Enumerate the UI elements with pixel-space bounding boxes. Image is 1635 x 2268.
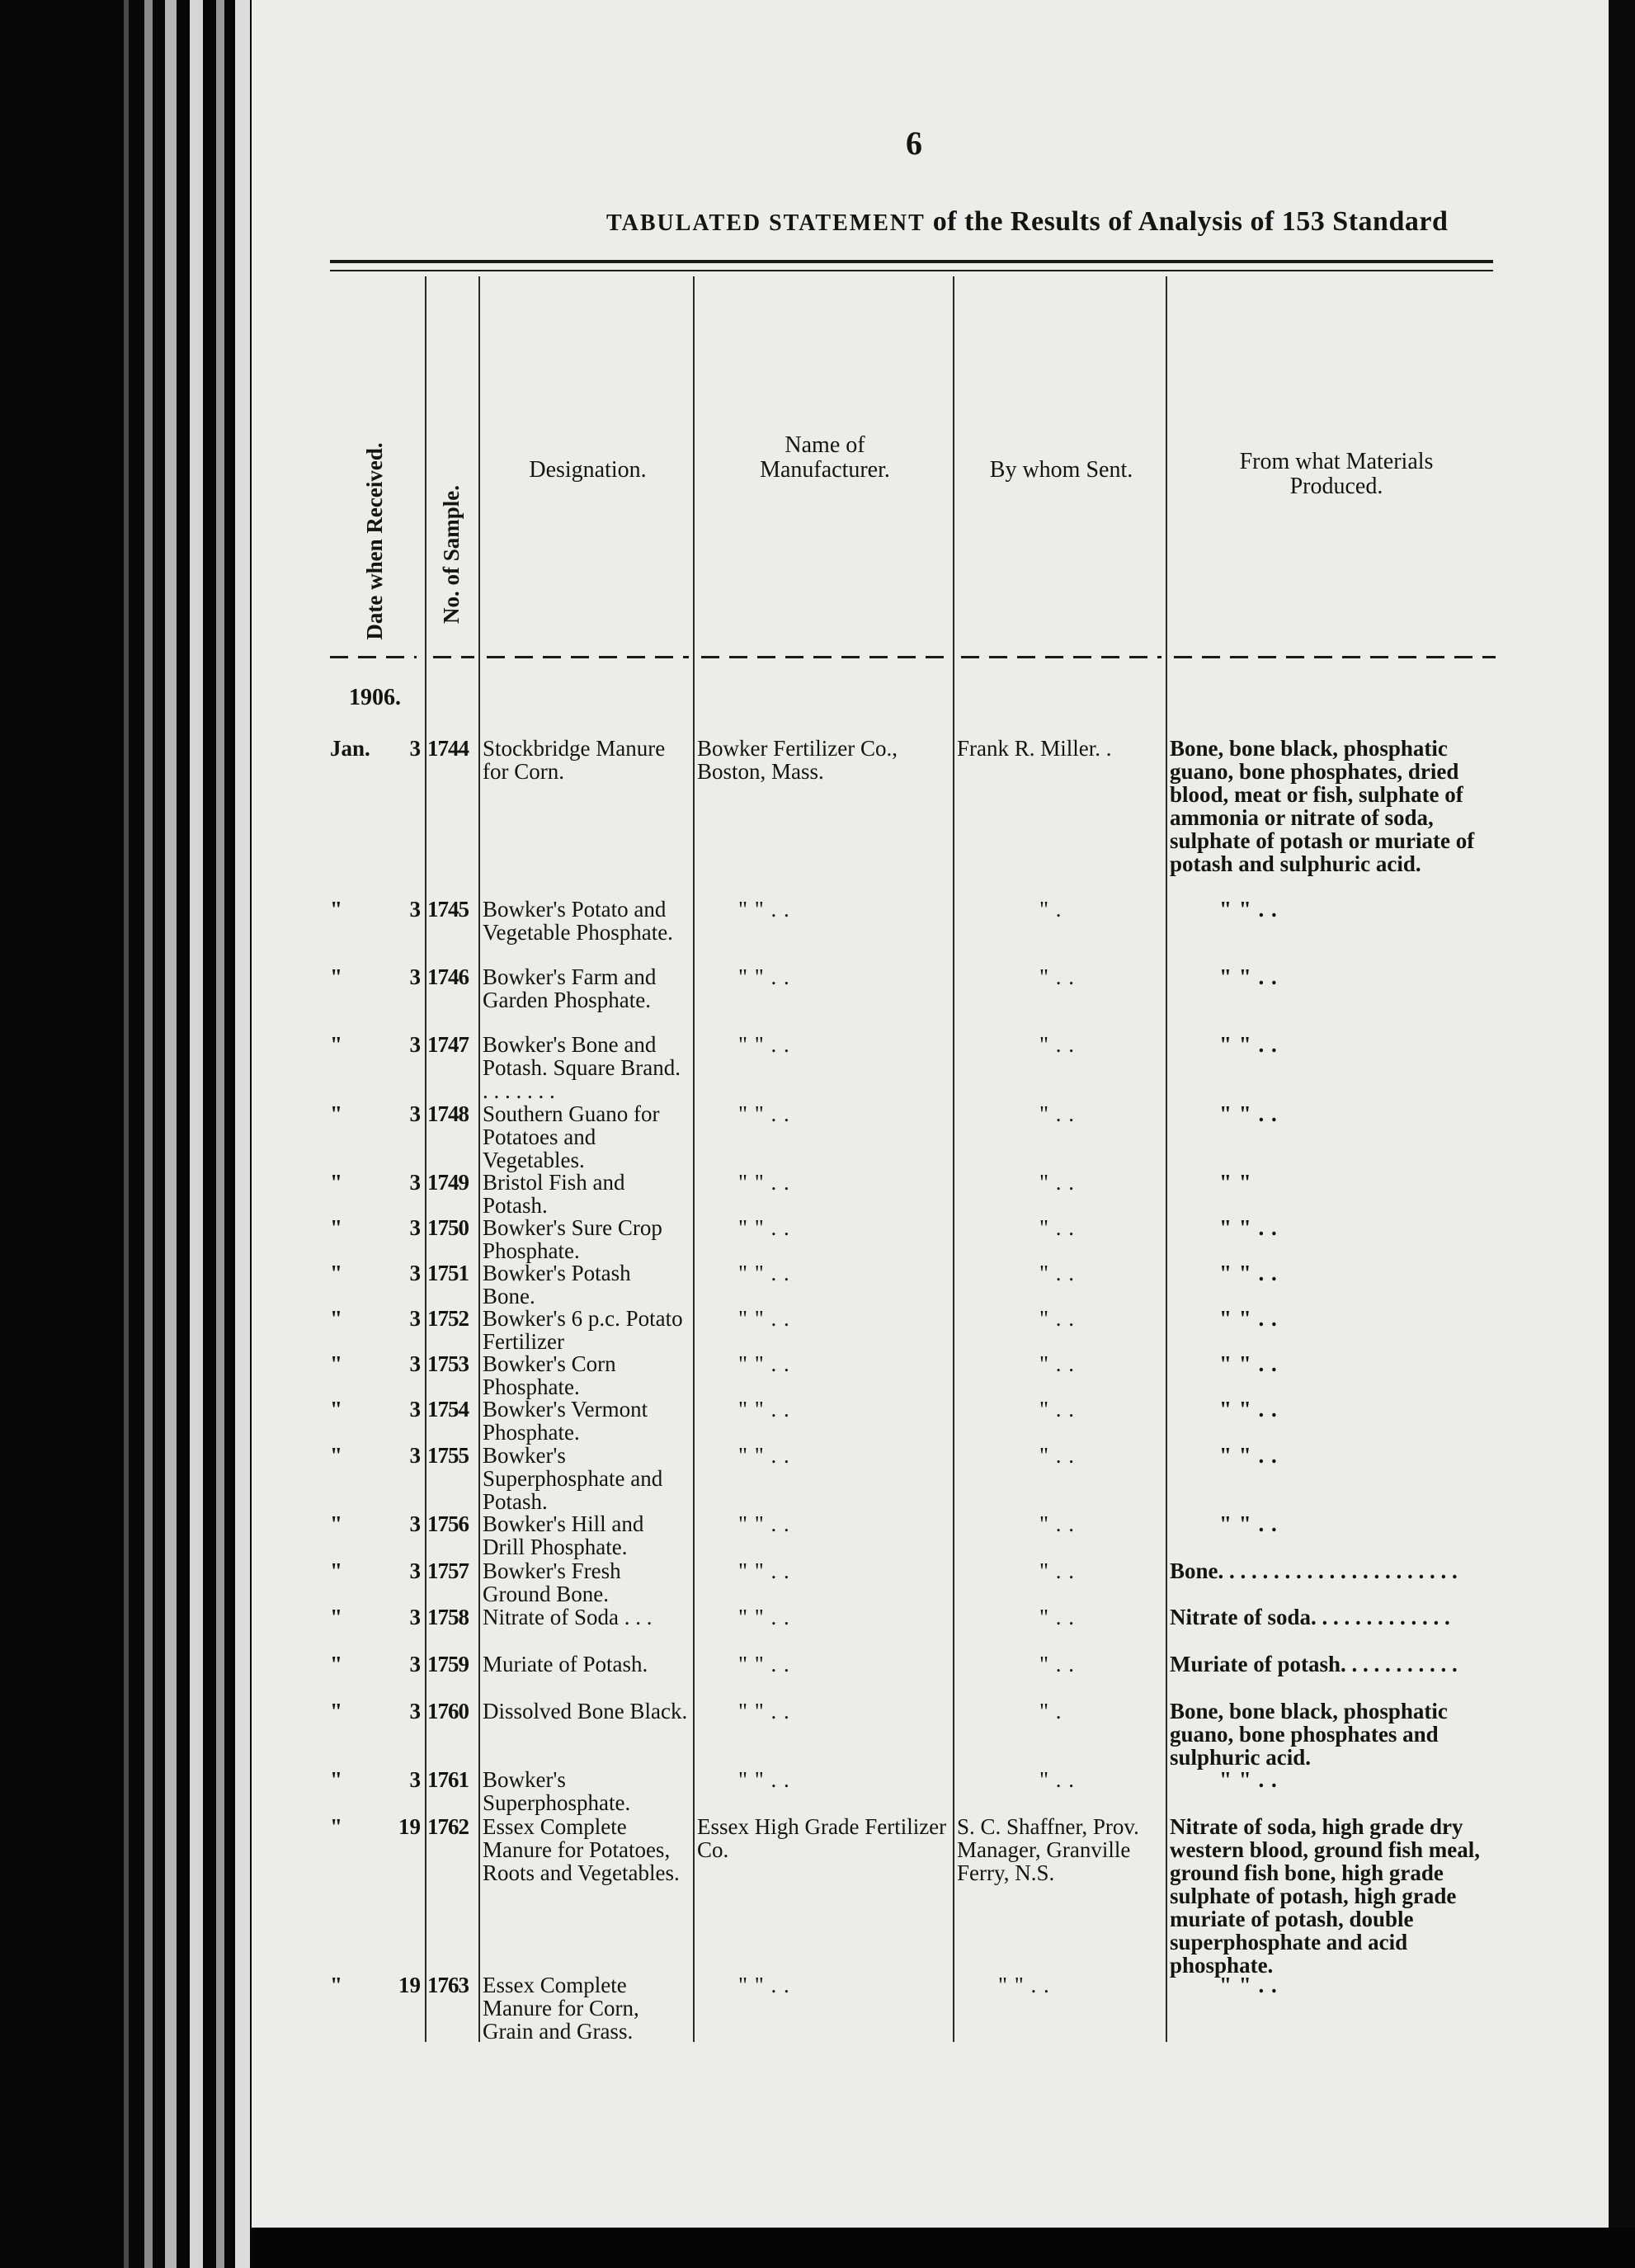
- cell-manufacturer: " " . .: [738, 1032, 790, 1057]
- top-rule: [330, 260, 1493, 263]
- cell-day: 3: [409, 897, 421, 922]
- cell-sent-by: " . .: [1039, 1032, 1076, 1057]
- cell-materials: " " . .: [1219, 964, 1278, 989]
- cell-designation: Nitrate of Soda . . .: [483, 1605, 653, 1629]
- cell-day: 3: [409, 1351, 421, 1376]
- cell-sent-by: " . .: [1039, 1443, 1076, 1468]
- cell-day: 3: [409, 1170, 421, 1195]
- cell-manufacturer: " " . .: [738, 897, 790, 922]
- cell-sample-no: 1753: [427, 1351, 469, 1376]
- cell-designation: Bristol Fish and Potash.: [483, 1170, 625, 1218]
- cell-manufacturer: " " . .: [738, 1652, 790, 1676]
- cell-sample-no: 1760: [427, 1699, 469, 1723]
- cell-manufacturer: " " . .: [738, 1306, 790, 1331]
- header-sample-no: No. of Sample.: [439, 485, 464, 624]
- cell-month: ": [330, 1261, 342, 1285]
- cell-month: ": [330, 1652, 342, 1676]
- cell-sample-no: 1745: [427, 897, 469, 922]
- cell-materials: " " . .: [1219, 1215, 1278, 1240]
- cell-designation: Essex Complete Manure for Potatoes, Roots and Vegetables.: [483, 1814, 680, 1885]
- cell-materials: " " . .: [1219, 1397, 1278, 1422]
- cell-sent-by: " . .: [1039, 1215, 1076, 1240]
- cell-sent-by: " " . .: [998, 1973, 1050, 1997]
- cell-materials: Bone. . . . . . . . . . . . . . . . . . . . . .: [1170, 1558, 1458, 1583]
- cell-sent-by: " . .: [1039, 1605, 1076, 1629]
- cell-sent-by: " .: [1039, 1699, 1063, 1723]
- cell-designation: Bowker's Hill and Drill Phosphate.: [483, 1511, 644, 1559]
- cell-sent-by: " .: [1039, 897, 1063, 922]
- cell-sample-no: 1761: [427, 1767, 469, 1792]
- cell-month: ": [330, 1443, 342, 1468]
- cell-manufacturer: " " . .: [738, 1767, 790, 1792]
- cell-month: ": [330, 1170, 342, 1195]
- cell-manufacturer: " " . .: [738, 1261, 790, 1285]
- cell-manufacturer: Essex High Grade Fertilizer Co.: [697, 1814, 947, 1862]
- page-edge: [1609, 0, 1635, 2228]
- cell-manufacturer: " " . .: [738, 964, 790, 989]
- cell-designation: Bowker's Corn Phosphate.: [483, 1351, 616, 1399]
- cell-sample-no: 1754: [427, 1397, 469, 1422]
- cell-sent-by: " . .: [1039, 1558, 1076, 1583]
- cell-manufacturer: " " . .: [738, 1101, 790, 1126]
- cell-sample-no: 1750: [427, 1215, 469, 1240]
- cell-manufacturer: " " . .: [738, 1397, 790, 1422]
- cell-day: 19: [398, 1973, 421, 1997]
- cell-designation: Bowker's 6 p.c. Potato Fertilizer: [483, 1306, 683, 1354]
- cell-month: ": [330, 1605, 342, 1629]
- cell-day: 3: [409, 1032, 421, 1057]
- cell-sample-no: 1752: [427, 1306, 469, 1331]
- cell-materials: " " . .: [1219, 897, 1278, 922]
- header-underline: [701, 656, 949, 658]
- header-date: Date when Received.: [362, 442, 387, 640]
- cell-manufacturer: " " . .: [738, 1699, 790, 1723]
- cell-sample-no: 1756: [427, 1511, 469, 1536]
- cell-month: ": [330, 1032, 342, 1057]
- header-underline: [433, 656, 474, 658]
- cell-sent-by: S. C. Shaffner, Prov. Manager, Granville Ferry, N.S.: [957, 1814, 1139, 1885]
- cell-materials: " " . .: [1219, 1101, 1278, 1126]
- cell-sample-no: 1763: [427, 1973, 469, 1997]
- cell-designation: Essex Complete Manure for Corn, Grain and Grass.: [483, 1973, 639, 2044]
- cell-month: ": [330, 1101, 342, 1126]
- cell-manufacturer: " " . .: [738, 1511, 790, 1536]
- cell-sample-no: 1744: [427, 736, 469, 761]
- cell-month: ": [330, 1351, 342, 1376]
- cell-materials: " ": [1219, 1170, 1252, 1195]
- cell-month: ": [330, 1767, 342, 1792]
- cell-materials: Nitrate of soda. . . . . . . . . . . . .: [1170, 1605, 1450, 1629]
- cell-sample-no: 1751: [427, 1261, 469, 1285]
- col-divider: [693, 276, 695, 2042]
- cell-day: 3: [409, 1699, 421, 1723]
- title-smallcaps: TABULATED STATEMENT: [606, 210, 926, 236]
- cell-day: 3: [409, 1215, 421, 1240]
- cell-materials: " " . .: [1219, 1306, 1278, 1331]
- cell-sample-no: 1762: [427, 1814, 469, 1839]
- cell-sent-by: " . .: [1039, 964, 1076, 989]
- cell-month: ": [330, 1306, 342, 1331]
- cell-materials: " " . .: [1219, 1261, 1278, 1285]
- header-designation: Designation.: [529, 457, 647, 483]
- cell-day: 19: [398, 1814, 421, 1839]
- cell-day: 3: [409, 964, 421, 989]
- cell-sample-no: 1757: [427, 1558, 469, 1583]
- cell-day: 3: [409, 1767, 421, 1792]
- cell-day: 3: [409, 1261, 421, 1285]
- cell-manufacturer: " " . .: [738, 1351, 790, 1376]
- cell-sent-by: Frank R. Miller. .: [957, 736, 1112, 761]
- cell-sent-by: " . .: [1039, 1511, 1076, 1536]
- cell-designation: Stockbridge Manure for Corn.: [483, 736, 666, 784]
- header-underline: [1174, 656, 1496, 658]
- cell-month: ": [330, 964, 342, 989]
- cell-materials: Nitrate of soda, high grade dry western blood, ground fish meal, ground fish bone, high grade sulphate of potash, high grade muriate of potash, double superphosphate and acid phosphate.: [1170, 1814, 1481, 1978]
- cell-month: Jan.: [330, 736, 370, 761]
- header-sent-by: By whom Sent.: [989, 457, 1133, 483]
- cell-sent-by: " . .: [1039, 1397, 1076, 1422]
- cell-designation: Bowker's Fresh Ground Bone.: [483, 1558, 621, 1606]
- cell-day: 3: [409, 1558, 421, 1583]
- cell-materials: " " . .: [1219, 1511, 1278, 1536]
- cell-sample-no: 1759: [427, 1652, 469, 1676]
- cell-manufacturer: Bowker Fertilizer Co., Boston, Mass.: [697, 736, 898, 784]
- cell-sent-by: " . .: [1039, 1652, 1076, 1676]
- cell-day: 3: [409, 1652, 421, 1676]
- cell-materials: Bone, bone black, phosphatic guano, bone phosphates, dried blood, meat or fish, sulphate of ammonia or nitrate of soda, sulphate of potash or muriate of potash and sulphuric acid.: [1170, 736, 1475, 876]
- book-binding: [0, 0, 256, 2268]
- cell-designation: Southern Guano for Potatoes and Vegetables.: [483, 1101, 660, 1172]
- cell-sent-by: " . .: [1039, 1101, 1076, 1126]
- cell-sent-by: " . .: [1039, 1351, 1076, 1376]
- cell-designation: Bowker's Superphosphate and Potash.: [483, 1443, 663, 1514]
- cell-day: 3: [409, 1605, 421, 1629]
- cell-month: ": [330, 1215, 342, 1240]
- cell-day: 3: [409, 736, 421, 761]
- cell-month: ": [330, 1973, 342, 1997]
- cell-designation: Bowker's Vermont Phosphate.: [483, 1397, 648, 1445]
- cell-designation: Bowker's Potash Bone.: [483, 1261, 631, 1308]
- cell-materials: " " . .: [1219, 1351, 1278, 1376]
- cell-sent-by: " . .: [1039, 1767, 1076, 1792]
- year-label: 1906.: [349, 685, 401, 710]
- cell-manufacturer: " " . .: [738, 1443, 790, 1468]
- cell-day: 3: [409, 1397, 421, 1422]
- cell-materials: " " . .: [1219, 1973, 1278, 1997]
- header-manufacturer: Name of Manufacturer.: [760, 432, 890, 483]
- cell-manufacturer: " " . .: [738, 1605, 790, 1629]
- col-divider: [425, 276, 426, 2042]
- cell-manufacturer: " " . .: [738, 1170, 790, 1195]
- cell-designation: Muriate of Potash.: [483, 1652, 648, 1676]
- cell-sample-no: 1746: [427, 964, 469, 989]
- cell-designation: Bowker's Sure Crop Phosphate.: [483, 1215, 662, 1263]
- cell-month: ": [330, 1699, 342, 1723]
- cell-day: 3: [409, 1511, 421, 1536]
- cell-month: ": [330, 897, 342, 922]
- cell-sample-no: 1758: [427, 1605, 469, 1629]
- cell-materials: Muriate of potash. . . . . . . . . . .: [1170, 1652, 1458, 1676]
- cell-materials: Bone, bone black, phosphatic guano, bone phosphates and sulphuric acid.: [1170, 1699, 1448, 1770]
- cell-day: 3: [409, 1306, 421, 1331]
- cell-designation: Bowker's Superphosphate.: [483, 1767, 631, 1815]
- cell-designation: Bowker's Potato and Vegetable Phosphate.: [483, 897, 673, 945]
- cell-month: ": [330, 1814, 342, 1839]
- cell-designation: Bowker's Bone and Potash. Square Brand. . . . . . . .: [483, 1032, 681, 1103]
- cell-sent-by: " . .: [1039, 1261, 1076, 1285]
- cell-day: 3: [409, 1101, 421, 1126]
- header-materials: From what Materials Produced.: [1239, 449, 1434, 499]
- cell-day: 3: [409, 1443, 421, 1468]
- cell-month: ": [330, 1397, 342, 1422]
- cell-manufacturer: " " . .: [738, 1215, 790, 1240]
- cell-materials: " " . .: [1219, 1767, 1278, 1792]
- cell-materials: " " . .: [1219, 1443, 1278, 1468]
- cell-sent-by: " . .: [1039, 1170, 1076, 1195]
- cell-sample-no: 1748: [427, 1101, 469, 1126]
- cell-manufacturer: " " . .: [738, 1973, 790, 1997]
- title-rest: of the Results of Analysis of 153 Standard: [925, 206, 1449, 237]
- header-underline: [961, 656, 1161, 658]
- top-rule-2: [330, 270, 1493, 271]
- header-underline: [487, 656, 689, 658]
- page-title: [606, 206, 1497, 238]
- cell-sent-by: " . .: [1039, 1306, 1076, 1331]
- cell-manufacturer: " " . .: [738, 1558, 790, 1583]
- cell-month: ": [330, 1511, 342, 1536]
- cell-month: ": [330, 1558, 342, 1583]
- col-divider: [478, 276, 480, 2042]
- cell-sample-no: 1747: [427, 1032, 469, 1057]
- cell-materials: " " . .: [1219, 1032, 1278, 1057]
- cell-designation: Dissolved Bone Black.: [483, 1699, 688, 1723]
- cell-designation: Bowker's Farm and Garden Phosphate.: [483, 964, 657, 1012]
- page-number: 6: [906, 125, 922, 162]
- cell-sample-no: 1749: [427, 1170, 469, 1195]
- cell-sample-no: 1755: [427, 1443, 469, 1468]
